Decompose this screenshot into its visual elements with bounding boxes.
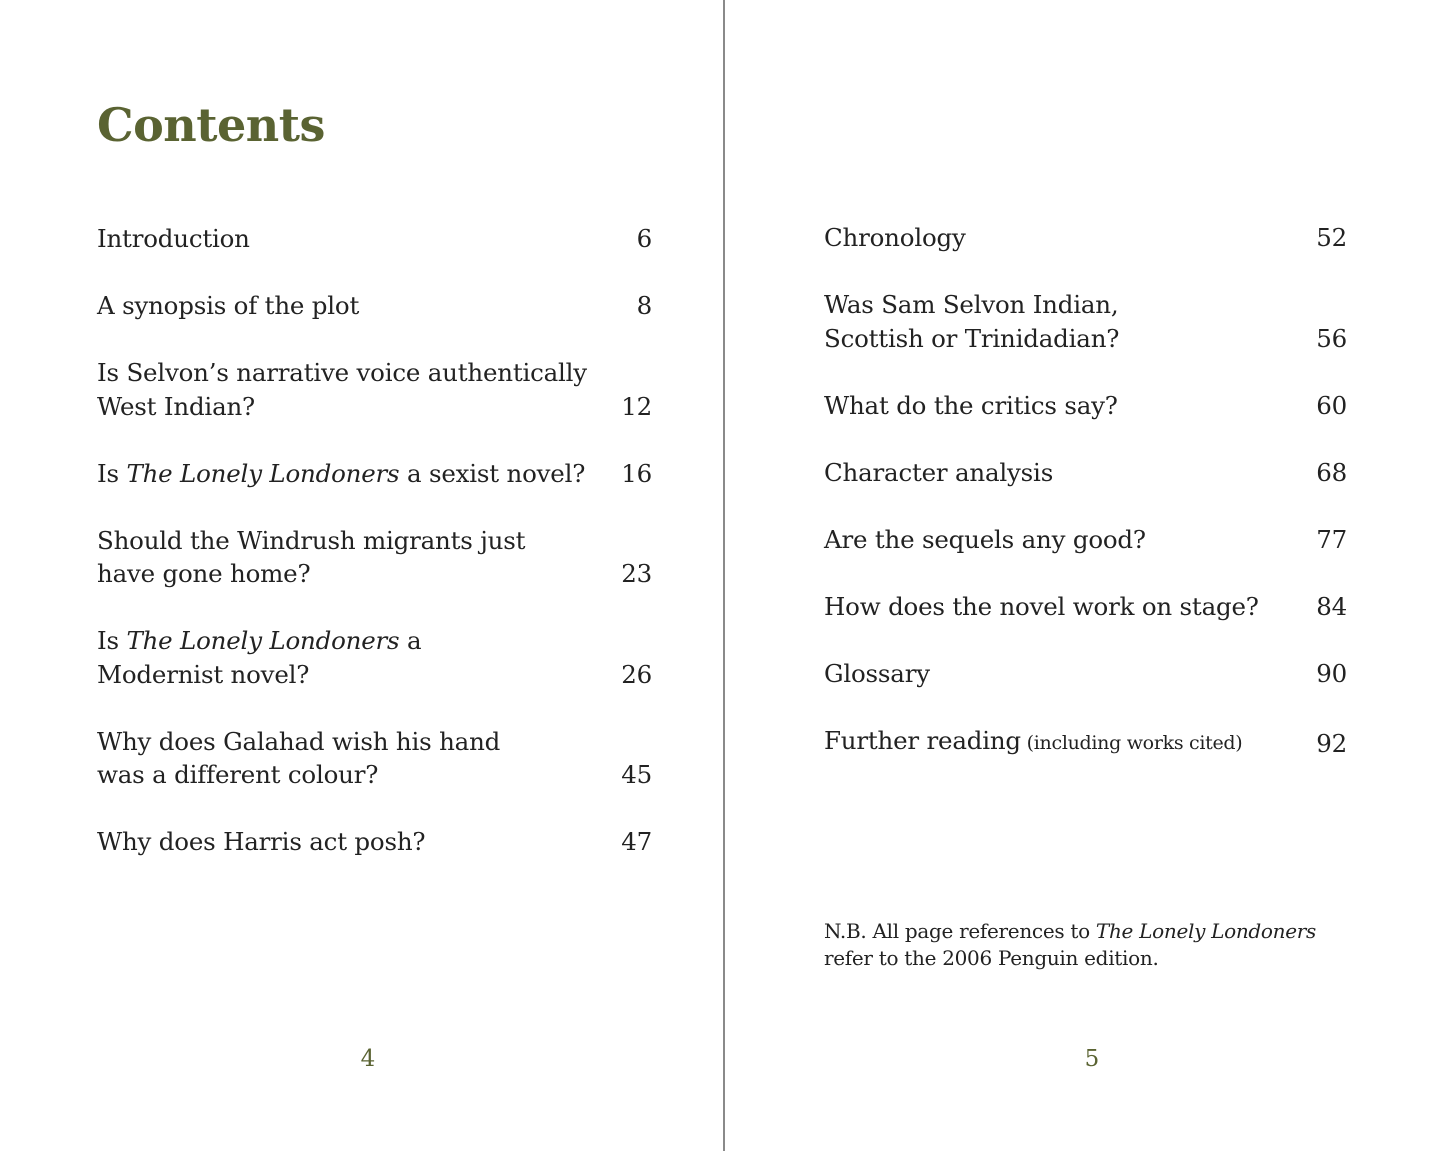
book-title-italic: The Lonely Londoners — [126, 626, 400, 655]
toc-page-number: 23 — [621, 559, 652, 588]
toc-entry-text: Character analysis — [824, 457, 1054, 487]
toc-entry-synopsis — [97, 289, 652, 323]
toc-page-number: 26 — [621, 659, 652, 689]
toc-page-number: 8 — [636, 291, 652, 320]
toc-entry-text: How does the novel work on stage? — [824, 591, 1259, 621]
toc-entry-selvon-identity — [824, 288, 1347, 355]
page-number-right: 5 — [1084, 1046, 1100, 1072]
toc-entry-line: Is Selvon’s narrative voice authentically — [97, 358, 587, 387]
toc-entry-line: Modernist novel? — [97, 659, 310, 689]
toc-page-number: 68 — [1316, 457, 1347, 487]
book-title-italic: The Lonely Londoners — [126, 458, 400, 488]
toc-left-column — [97, 222, 652, 892]
toc-page-number: 77 — [1316, 524, 1347, 554]
toc-entry-text — [97, 457, 621, 491]
book-title-italic: The Lonely Londoners — [1095, 919, 1317, 943]
toc-entry-text: What do the critics say? — [824, 390, 1118, 420]
toc-entry-sequels — [824, 523, 1347, 557]
toc-entry-text — [97, 524, 621, 591]
toc-entry-subnote: (including works cited) — [1020, 731, 1243, 754]
page-number-left: 4 — [360, 1046, 376, 1072]
toc-entry-sexist-novel — [97, 457, 652, 491]
toc-entry-line: Scottish or Trinidadian? — [824, 323, 1120, 353]
right-page — [725, 0, 1445, 1151]
toc-entry-line: Should the Windrush migrants just — [97, 525, 526, 555]
toc-entry-text-post: a sexist novel? — [399, 458, 586, 488]
toc-entry-line: Why does Galahad wish his hand — [97, 726, 501, 756]
edition-note-post: refer to the 2006 Penguin edition. — [824, 946, 1159, 970]
toc-entry-text: Introduction — [97, 224, 250, 253]
toc-entry-introduction — [97, 222, 652, 256]
toc-entry-stage — [824, 590, 1347, 624]
toc-entry-line: Was Sam Selvon Indian, — [824, 290, 1119, 319]
toc-entry-windrush — [97, 524, 652, 591]
toc-page-number: 47 — [621, 827, 652, 856]
toc-page-number: 56 — [1316, 323, 1347, 353]
toc-entry-text: Glossary — [824, 658, 930, 688]
toc-entry-main: Further reading — [824, 725, 1021, 755]
toc-page-number: 12 — [621, 391, 652, 421]
toc-entry-text: A synopsis of the plot — [97, 291, 360, 320]
edition-note — [824, 918, 1364, 972]
toc-entry-narrative-voice — [97, 356, 652, 423]
toc-entry-text — [824, 724, 1316, 761]
toc-entry-text-pre: Is — [97, 626, 127, 655]
toc-right-column — [824, 221, 1347, 794]
toc-entry-critics — [824, 389, 1347, 423]
toc-entry-line — [97, 624, 601, 658]
toc-entry-text-post: a — [399, 626, 422, 655]
toc-entry-text — [97, 725, 621, 792]
toc-page-number: 16 — [621, 458, 652, 488]
toc-entry-text: Why does Harris act posh? — [97, 827, 426, 856]
toc-page-number: 60 — [1316, 390, 1347, 420]
toc-entry-text: Are the sequels any good? — [824, 524, 1146, 554]
toc-entry-text: Chronology — [824, 223, 966, 252]
toc-entry-galahad — [97, 725, 652, 792]
toc-entry-text-pre: Is — [97, 458, 127, 488]
toc-page-number: 6 — [636, 224, 652, 253]
toc-entry-glossary — [824, 657, 1347, 691]
toc-entry-character-analysis — [824, 456, 1347, 490]
toc-page-number: 45 — [621, 760, 652, 789]
toc-entry-further-reading — [824, 724, 1347, 761]
toc-page-number: 52 — [1316, 223, 1347, 252]
toc-page-number: 92 — [1316, 728, 1347, 758]
toc-entry-modernist — [97, 624, 652, 691]
toc-entry-text — [824, 288, 1316, 355]
toc-entry-text — [97, 624, 621, 691]
toc-entry-text — [97, 356, 621, 423]
toc-entry-harris — [97, 825, 652, 859]
toc-entry-line: have gone home? — [97, 559, 311, 588]
toc-page-number: 90 — [1316, 658, 1347, 688]
toc-entry-line: West Indian? — [97, 391, 255, 421]
toc-entry-chronology — [824, 221, 1347, 255]
contents-title: Contents — [97, 98, 325, 152]
toc-page-number: 84 — [1316, 591, 1347, 621]
edition-note-pre: N.B. All page references to — [824, 919, 1096, 943]
toc-entry-line: was a different colour? — [97, 760, 379, 789]
